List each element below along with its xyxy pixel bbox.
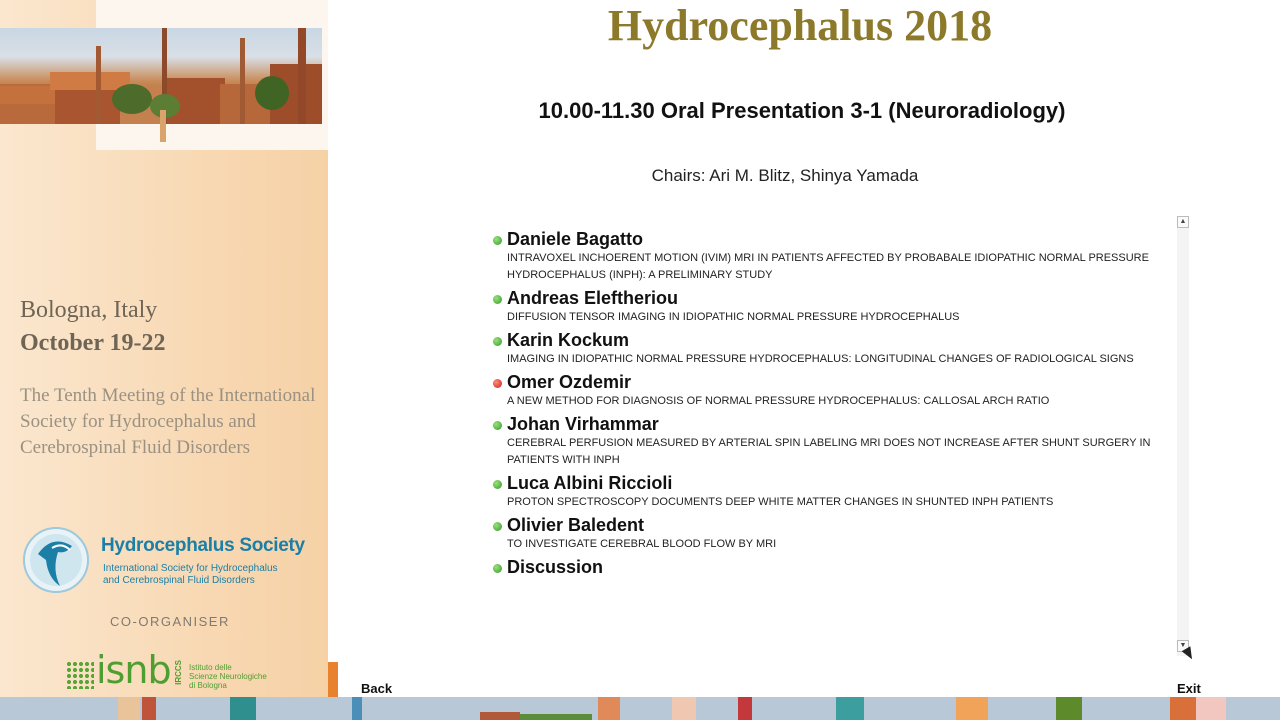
speaker-name: Discussion bbox=[507, 557, 604, 577]
status-dot-icon bbox=[493, 522, 502, 531]
session-chairs: Chairs: Ari M. Blitz, Shinya Yamada bbox=[651, 166, 919, 185]
society-name: Hydrocephalus Society bbox=[101, 535, 305, 556]
exit-button[interactable]: Exit bbox=[1177, 681, 1201, 696]
talk-title: IMAGING IN IDIOPATHIC NORMAL PRESSURE HYDROCEPHALUS: LONGITUDINAL CHANGES OF RADIOLOGICAL SIGNS bbox=[507, 353, 1134, 365]
meeting-description: The Tenth Meeting of the International Society for Hydrocephalus and Cerebrospinal Fluid Disorders bbox=[20, 385, 316, 458]
society-subtitle bbox=[103, 563, 278, 587]
society-subtitle-line2: and Cerebrospinal Fluid Disorders bbox=[103, 575, 255, 586]
status-dot-icon bbox=[493, 421, 502, 430]
speaker-name: Daniele Bagatto bbox=[507, 229, 644, 249]
status-dot-icon bbox=[493, 379, 502, 388]
status-dot-icon bbox=[493, 480, 502, 489]
speaker-name: Omer Ozdemir bbox=[507, 372, 632, 392]
scroll-down-arrow-icon[interactable]: ▼ bbox=[1177, 640, 1189, 652]
talk-title: TO INVESTIGATE CEREBRAL BLOOD FLOW BY MRI bbox=[507, 538, 777, 550]
talk-title: INTRAVOXEL INCHOERENT MOTION (IVIM) MRI IN PATIENTS AFFECTED BY PROBABALE IDIOPATHIC NORMAL PRESSURE HYDROCEPHALUS (INPH): A PRELIMINARY STUDY bbox=[507, 252, 1149, 281]
status-dot-icon bbox=[493, 295, 502, 304]
presentation-item[interactable] bbox=[492, 371, 1162, 410]
talk-title: A NEW METHOD FOR DIAGNOSIS OF NORMAL PRESSURE HYDROCEPHALUS: CALLOSAL ARCH RATIO bbox=[507, 395, 1050, 407]
sidebar-accent-stripe bbox=[160, 110, 166, 142]
isnb-subtitle-line2: Scienze Neurologiche bbox=[189, 672, 267, 681]
mouse-cursor-icon bbox=[1182, 646, 1197, 661]
scroll-up-arrow-icon[interactable]: ▲ bbox=[1177, 216, 1189, 228]
location-city: Bologna, Italy bbox=[20, 297, 158, 323]
speaker-name: Karin Kockum bbox=[507, 330, 630, 350]
back-button[interactable]: Back bbox=[361, 681, 393, 696]
presentation-item[interactable] bbox=[492, 228, 1162, 284]
decorative-orange-bar bbox=[328, 662, 338, 702]
location-dates: October 19-22 bbox=[20, 330, 166, 356]
isnb-subtitle-line1: Istituto delle bbox=[189, 663, 232, 672]
isnb-subtitle-line3: di Bologna bbox=[189, 681, 227, 690]
isnb-logo-text: isnb bbox=[96, 648, 171, 692]
presentation-item[interactable] bbox=[492, 472, 1162, 511]
status-dot-icon bbox=[493, 564, 502, 573]
society-subtitle-line1: International Society for Hydrocephalus bbox=[103, 563, 278, 574]
speaker-name: Luca Albini Riccioli bbox=[507, 473, 673, 493]
decorative-bottom-strip bbox=[0, 697, 1280, 720]
speaker-name: Johan Virhammar bbox=[507, 414, 659, 434]
presentation-item[interactable] bbox=[492, 287, 1162, 326]
presentation-item[interactable] bbox=[492, 413, 1162, 469]
talk-title: DIFFUSION TENSOR IMAGING IN IDIOPATHIC NORMAL PRESSURE HYDROCEPHALUS bbox=[507, 311, 960, 323]
irccs-label: IRCCS bbox=[174, 660, 183, 685]
hydrocephalus-society-logo-icon bbox=[22, 524, 90, 600]
speaker-name: Olivier Baledent bbox=[507, 515, 645, 535]
presentation-item[interactable] bbox=[492, 329, 1162, 368]
presentation-item[interactable] bbox=[492, 514, 1162, 553]
talk-title: PROTON SPECTROSCOPY DOCUMENTS DEEP WHITE MATTER CHANGES IN SHUNTED INPH PATIENTS bbox=[507, 496, 1054, 508]
session-title: 10.00-11.30 Oral Presentation 3-1 (Neuroradiology) bbox=[538, 98, 1066, 123]
speaker-name: Andreas Eleftheriou bbox=[507, 288, 679, 308]
status-dot-icon bbox=[493, 236, 502, 245]
talk-title: CEREBRAL PERFUSION MEASURED BY ARTERIAL SPIN LABELING MRI DOES NOT INCREASE AFTER SHUNT SURGERY IN PATIENTS WITH INPH bbox=[507, 437, 1151, 466]
isnb-dots-icon bbox=[66, 661, 94, 689]
coorganiser-label: CO-ORGANISER bbox=[110, 614, 230, 629]
status-dot-icon bbox=[493, 337, 502, 346]
conference-title: Hydrocephalus 2018 bbox=[607, 1, 993, 50]
presentation-item[interactable] bbox=[492, 556, 1162, 578]
scrollbar-track[interactable] bbox=[1177, 216, 1189, 656]
presentation-list bbox=[492, 228, 1162, 578]
sidebar bbox=[0, 0, 328, 720]
isnb-subtitle bbox=[189, 663, 267, 690]
